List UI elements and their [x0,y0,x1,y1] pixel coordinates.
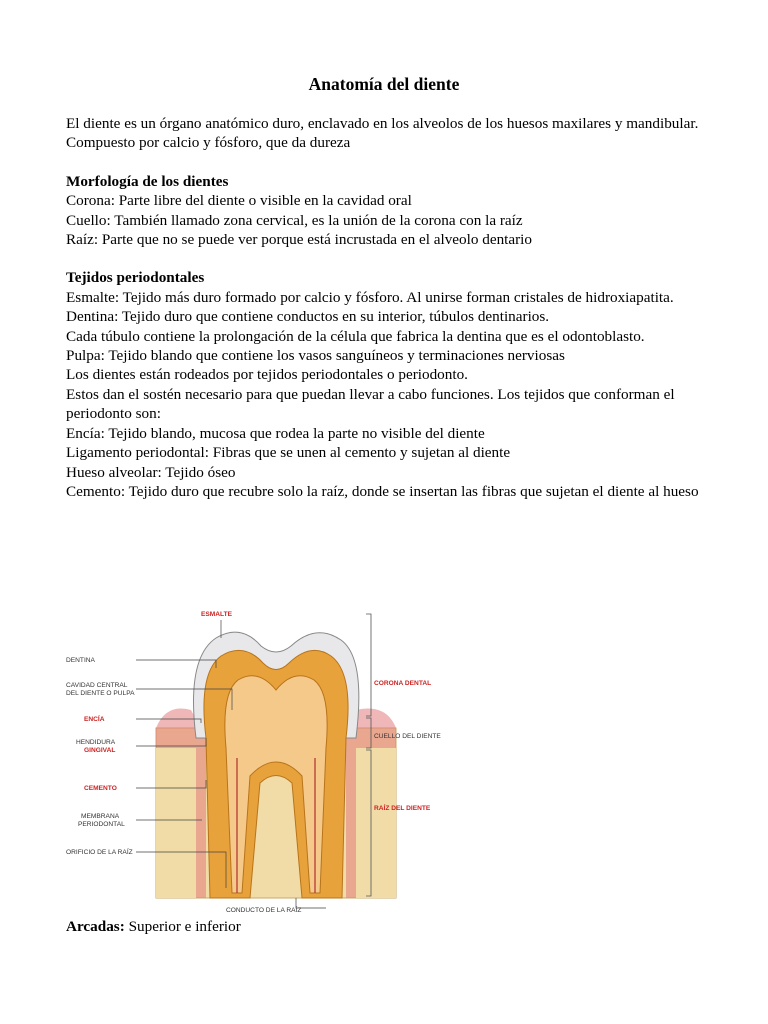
tooth-diagram-svg [66,598,466,916]
tejidos-item: Estos dan el sostén necesario para que puedan llevar a cabo funciones. Los tejidos que conforman el periodonto son: [66,385,675,423]
document-body [66,114,706,501]
tejidos-item: Cemento: Tejido duro que recubre solo la raíz, donde se insertan las fibras que sujetan el diente al hueso [66,482,699,500]
tejidos-item: Encía: Tejido blando, mucosa que rodea la parte no visible del diente [66,424,485,442]
tejidos-item: Dentina: Tejido duro que contiene conductos en su interior, túbulos dentinarios. [66,308,550,326]
arcadas-value: Superior e inferior [124,918,241,935]
label-corona: CORONA DENTAL [374,680,432,687]
label-orificio: ORIFICIO DE LA RAÍZ [66,849,133,856]
page-title: Anatomía del diente [308,74,460,94]
arcadas-label: Arcadas: [66,918,125,935]
label-conducto: CONDUCTO DE LA RAÍZ [226,907,302,914]
label-membrana-2: PERIODONTAL [78,821,125,828]
label-dentina: DENTINA [66,657,95,664]
tejidos-item: Los dientes están rodeados por tejidos periodontales o periodonto. [66,366,468,384]
label-cemento: CEMENTO [84,785,117,792]
label-hendidura-2: GINGIVAL [84,747,116,754]
label-encia: ENCÍA [84,716,105,723]
label-hendidura-1: HENDIDURA [76,739,116,746]
label-membrana-1: MEMBRANA [81,813,120,820]
label-esmalte: ESMALTE [201,611,233,618]
morfologia-item: Corona: Parte libre del diente o visible en la cavidad oral [66,192,412,210]
tejidos-item: Cada túbulo contiene la prolongación de la célula que fabrica la dentina que es el odontoblasto. [66,327,645,345]
tejidos-item: Pulpa: Tejido blando que contiene los vasos sanguíneos y terminaciones nerviosas [66,347,565,365]
tejidos-item: Hueso alveolar: Tejido óseo [66,463,236,481]
tooth-anatomy-diagram [66,598,466,916]
morfologia-item: Cuello: También llamado zona cervical, es la unión de la corona con la raíz [66,211,523,229]
intro-line-2: Compuesto por calcio y fósforo, que da dureza [66,134,351,152]
label-cavidad-1: CAVIDAD CENTRAL [66,682,128,689]
bracket-corona [366,614,371,716]
label-cavidad-2: DEL DIENTE O PULPA [66,690,135,697]
morfologia-item: Raíz: Parte que no se puede ver porque está incrustada en el alveolo dentario [66,231,532,249]
bone-right [356,748,396,898]
intro-line-1: El diente es un órgano anatómico duro, enclavado en los alveolos de los huesos maxilares y mandibular. [66,115,699,132]
label-raiz: RAÍZ DEL DIENTE [374,805,431,812]
label-cuello: CUELLO DEL DIENTE [374,733,441,740]
tejidos-heading: Tejidos periodontales [66,269,205,287]
tejidos-item: Ligamento periodontal: Fibras que se unen al cemento y sujetan al diente [66,444,511,462]
tejidos-item: Esmalte: Tejido más duro formado por calcio y fósforo. Al unirse forman cristales de hidroxiapatita. [66,288,674,306]
morfologia-heading: Morfología de los dientes [66,172,229,190]
bone-left [156,748,196,898]
arcadas-line [66,918,241,936]
